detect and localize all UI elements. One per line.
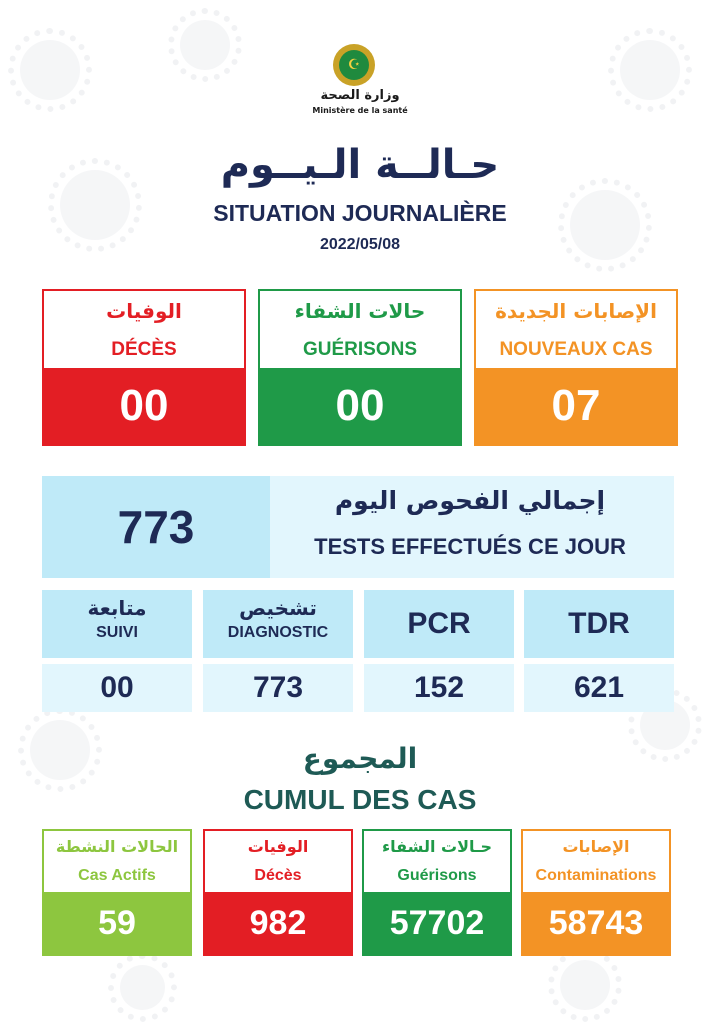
daily-new-cases-label-ar: الإصابات الجديدة xyxy=(495,299,657,323)
cumulative-deaths-label-ar: الوفيات xyxy=(247,837,309,856)
pcr-label: PCR xyxy=(407,607,471,640)
suivi-label-ar: متابعة xyxy=(87,596,147,620)
cumulative-active-card xyxy=(42,829,192,956)
diagnostic-header xyxy=(203,590,353,658)
diagnostic-label-ar: تشخيص xyxy=(239,596,317,620)
cumulative-contaminations-card xyxy=(521,829,671,956)
cumulative-contaminations-label-ar: الإصابات xyxy=(562,837,630,856)
daily-new-cases-value: 07 xyxy=(476,368,676,444)
daily-deaths-label-fr: DÉCÈS xyxy=(111,339,177,360)
page-title-ar: حـالــة الـيــوم xyxy=(220,142,500,188)
tdr-label: TDR xyxy=(568,607,630,640)
pcr-value: 152 xyxy=(364,664,514,712)
cumulative-recoveries-card xyxy=(362,829,512,956)
background-virus-icon xyxy=(120,965,165,1010)
report-date: 2022/05/08 xyxy=(319,236,401,253)
cumulative-contaminations-label-fr: Contaminations xyxy=(535,867,657,884)
suivi-header xyxy=(42,590,192,658)
daily-recoveries-label-fr: GUÉRISONS xyxy=(302,339,418,360)
tdr-header xyxy=(524,590,674,658)
daily-recoveries-label-ar: حالات الشفاء xyxy=(294,299,426,323)
diagnostic-label-fr: DIAGNOSTIC xyxy=(227,624,329,641)
diagnostic-value: 773 xyxy=(203,664,353,712)
background-virus-icon xyxy=(560,960,610,1010)
daily-deaths-card xyxy=(42,289,246,446)
cumulative-recoveries-label-fr: Guérisons xyxy=(397,867,477,884)
background-virus-icon xyxy=(30,720,90,780)
daily-recoveries-card xyxy=(258,289,462,446)
pcr-header xyxy=(364,590,514,658)
daily-recoveries-value: 00 xyxy=(260,368,460,444)
cumulative-deaths-value: 982 xyxy=(205,892,351,954)
cumulative-title-ar: المجموع xyxy=(302,742,418,775)
star-crescent-icon: ☪ xyxy=(339,50,369,80)
background-virus-icon xyxy=(60,170,130,240)
cumulative-deaths-card xyxy=(203,829,353,956)
tdr-value: 621 xyxy=(524,664,674,712)
ministry-logo-icon xyxy=(333,44,375,86)
background-virus-icon xyxy=(20,40,80,100)
tests-label-fr: TESTS EFFECTUÉS CE JOUR xyxy=(314,534,626,559)
cumulative-active-label-fr: Cas Actifs xyxy=(78,867,156,884)
background-virus-icon xyxy=(180,20,230,70)
tests-label-ar: إجمالي الفحوص اليوم xyxy=(334,486,606,515)
cumulative-active-value: 59 xyxy=(44,892,190,954)
daily-deaths-label-ar: الوفيات xyxy=(106,299,182,323)
cumulative-contaminations-value: 58743 xyxy=(523,892,669,954)
tests-total-value: 773 xyxy=(42,476,270,578)
background-virus-icon xyxy=(620,40,680,100)
suivi-value: 00 xyxy=(42,664,192,712)
suivi-label-fr: SUIVI xyxy=(96,624,138,641)
daily-new-cases-card xyxy=(474,289,678,446)
daily-new-cases-label-fr: NOUVEAUX CAS xyxy=(499,339,653,360)
background-virus-icon xyxy=(570,190,640,260)
ministry-name-fr: Ministère de la santé xyxy=(312,106,408,115)
page-title-fr: SITUATION JOURNALIÈRE xyxy=(213,200,507,226)
cumulative-active-label-ar: الحالات النشطة xyxy=(55,837,179,856)
cumulative-recoveries-label-ar: حـالات الشفاء xyxy=(381,837,493,856)
cumulative-title-fr: CUMUL DES CAS xyxy=(243,784,477,815)
daily-deaths-value: 00 xyxy=(44,368,244,444)
cumulative-deaths-label-fr: Décès xyxy=(254,867,302,884)
ministry-name-ar: وزارة الصحة xyxy=(320,88,400,103)
cumulative-recoveries-value: 57702 xyxy=(364,892,510,954)
